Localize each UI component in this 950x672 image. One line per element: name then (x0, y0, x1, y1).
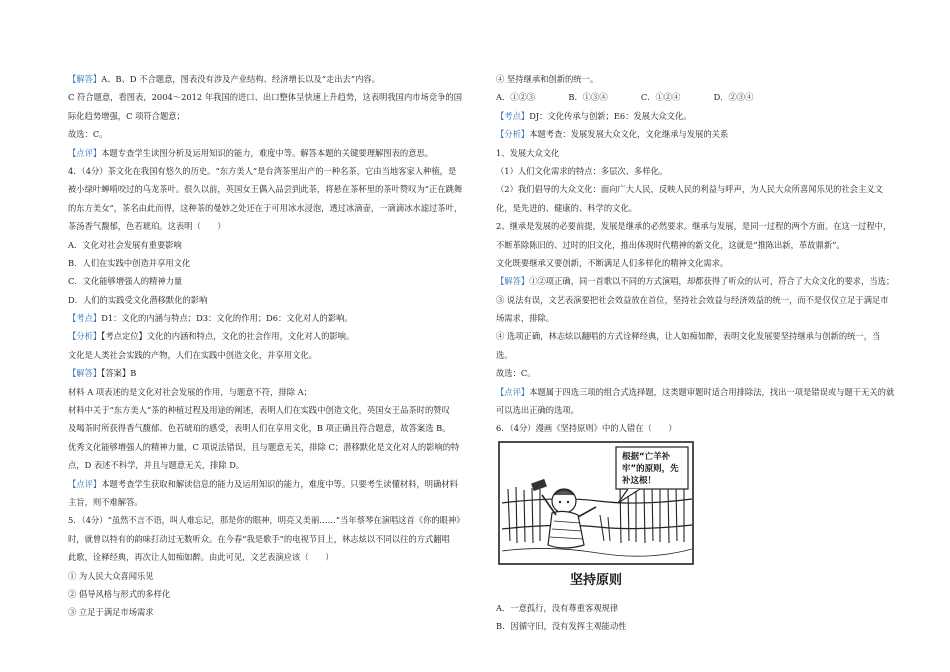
right-bottom-lines (496, 599, 900, 636)
text-line (496, 254, 900, 272)
line-text: 及喝茶时所获得香气馥郁、色若琥珀的感受，表明人们在享用文化，B 项正确且符合题意，故答案选 B。 (68, 423, 451, 434)
text-line (496, 107, 900, 125)
line-text: ④ 坚持继承和创新的统一。 (496, 74, 599, 84)
text-line (68, 162, 470, 180)
line-text: 被小绿叶蝉啃咬过的乌龙茶叶。很久以前，英国女王偶入品尝到此茶，将悬在茶杯里的茶叶赞叹为“正在跳舞 (68, 184, 463, 195)
left-column (68, 70, 470, 622)
line-text: 可以选出正确的选项。 (496, 405, 579, 416)
line-text: 化，是先进的、健康的、科学的文化。 (496, 202, 638, 213)
line-text: ① 为人民大众喜闻乐见 (68, 570, 154, 581)
line-text: 故选：C。 (68, 129, 108, 140)
line-text: 的东方美女”，茶名由此而得，这种茶的曼妙之处还在于可用冰水浸泡，透过冰滴壶，一滴滴冰水滤过茶叶， (68, 202, 463, 213)
text-line (496, 309, 900, 327)
text-line (68, 254, 470, 272)
text-line (68, 530, 470, 548)
section-tag: 【点评】 (68, 147, 102, 158)
section-tag: 【考点】 (496, 110, 530, 121)
line-text: 不断革除陈旧的、过时的旧文化，推出体现时代精神的新文化，这就是“推陈出新，革故鼎新”。 (496, 239, 845, 250)
line-text: 1、发展大众文化 (496, 147, 560, 158)
speech-line-3: 补这根！ (622, 475, 657, 486)
line-text: （1）人们文化需求的特点：多层次、多样化。 (496, 165, 668, 176)
line-text: ② 倡导风格与形式的多样化 (68, 588, 171, 599)
text-line (496, 383, 900, 401)
line-text: 优秀文化能够增强人的精神力量，C 项说法错误，且与题意无关，排除 C；潜移默化是文化对人的影响的特 (68, 441, 460, 452)
line-text: 场需求，排除。 (496, 313, 555, 324)
line-text: 故选：C。 (496, 368, 536, 379)
text-line (68, 567, 470, 585)
line-text: D．人们的实践受文化潜移默化的影响 (68, 294, 208, 305)
text-line (496, 401, 900, 419)
speech-line-1: 根据“亡羊补 (622, 451, 671, 462)
line-text: 本题专查学生读图分析及运用知识的能力，难度中等。解答本题的关键要理解图表的意思。 (101, 147, 434, 158)
text-line (68, 364, 470, 382)
line-text: C 符合题意，看图表，2004～2012 年我国的进口、出口整体呈快速上升趋势，这表明我国内市场竞争的国 (68, 92, 463, 103)
text-line (68, 585, 470, 603)
text-line (496, 217, 900, 235)
line-text: 材料 A 项表述的是文化对社会发展的作用，与题意不符，排除 A； (68, 386, 312, 397)
text-line (68, 511, 470, 529)
text-line (68, 475, 470, 493)
section-tag: 【解答】 (68, 368, 102, 379)
line-text: 茶汤香气馥郁，色若琥珀。这表明（ ） (68, 221, 226, 232)
line-text: 本题考查学生获取和解读信息的能力及运用知识的能力，难度中等。只要考生读懂材料，明确材料 (101, 478, 458, 489)
section-tag: 【考点】 (68, 313, 102, 324)
text-line (496, 162, 900, 180)
text-line (68, 346, 470, 364)
line-text: 时，就曾以特有的韵味打动过无数听众。在今春“我是歌手”的电视节目上，林志炫以不同以往的方式翻唱 (68, 533, 450, 544)
text-line (496, 272, 900, 290)
text-line (496, 346, 900, 364)
text-line (68, 419, 470, 437)
line-text: 文化是人类社会实践的产物，人们在实践中创造文化，并享用文化。 (68, 349, 317, 360)
line-text: 此歌，诠释经典，再次让人如痴如醉。由此可见，文艺表演应该（ ） (68, 552, 334, 563)
line-text: 4．（4分）茶文化在我国有悠久的历史。“东方美人”是台湾茶里出产的一种名茶，它由当地客家人种植，是 (68, 165, 457, 176)
line-text: 2、继承是发展的必要前提，发展是继承的必然要求。继承与发展，是同一过程的两个方面。在这一过程中， (496, 221, 892, 232)
text-line (496, 70, 900, 88)
line-text: 材料中关于“东方美人”茶的种植过程及用途的阐述，表明人们在实践中创造文化，英国女王品茶时的赞叹 (68, 405, 450, 416)
text-line (496, 88, 900, 106)
line-text: A．文化对社会发展有重要影响 (68, 239, 182, 250)
text-line (68, 125, 470, 143)
text-line (68, 456, 470, 474)
text-line (68, 309, 470, 327)
section-tag: 【点评】 (496, 386, 530, 397)
line-text: 6．（4分）漫画《坚持原则》中的人错在（ ） (496, 423, 677, 434)
text-line (68, 327, 470, 345)
line-text: 主旨，则不难解答。 (68, 496, 143, 507)
text-line (68, 88, 470, 106)
text-line (496, 199, 900, 217)
text-line (68, 236, 470, 254)
text-line (68, 272, 470, 290)
line-text: ③ 立足于满足市场需求 (68, 607, 154, 618)
line-text: 点，D 表述不科学，并且与题意无关，排除 D。 (68, 460, 245, 471)
line-text: A、B、D 不合题意，图表没有涉及产业结构、经济增长以及“走出去”内容。 (101, 74, 380, 84)
text-line (496, 617, 900, 635)
text-line (68, 401, 470, 419)
right-column (496, 70, 900, 636)
text-line (496, 419, 900, 437)
text-line (496, 599, 900, 617)
line-text: 【答案】B (101, 368, 137, 379)
line-text: B．因循守旧，没有发挥主观能动性 (496, 621, 627, 632)
line-text: 5．（4分）“虽然不言不语，叫人难忘记，那是你的眼神，明亮又美丽……”当年蔡琴在演唱这首《你的眼神》 (68, 515, 465, 526)
line-text: 【考点定位】文化的内涵和特点，文化的社会作用，文化对人的影响。 (101, 331, 355, 342)
cartoon-caption: 坚持原则 (569, 572, 623, 588)
text-line (68, 493, 470, 511)
line-text: 文化既要继承又要创新，不断满足人们多样化的精神文化需求。 (496, 257, 729, 268)
text-line (496, 364, 900, 382)
line-text: A．①②③ B．①③④ C．①②④ D．②③④ (496, 92, 754, 103)
text-line (496, 144, 900, 162)
section-tag: 【解答】 (496, 276, 530, 287)
line-text: 本题考查：发展发展大众文化，文化继承与发展的关系 (529, 129, 729, 140)
text-line (68, 180, 470, 198)
speech-line-2: 牢”的原则，先 (622, 463, 679, 474)
text-line (68, 199, 470, 217)
section-tag: 【分析】 (68, 331, 102, 342)
text-line (496, 125, 900, 143)
text-line (68, 70, 470, 88)
line-text: ①②项正确，同一首歌以不同的方式演唱，却都获得了听众的认可，符合了大众文化的要求，当选； (529, 276, 895, 287)
section-tag: 【解答】 (68, 74, 102, 84)
line-text: ③ 说法有误，文艺表演要把社会效益放在首位，坚持社会效益与经济效益的统一，而不是仅仅立足于满足市 (496, 294, 889, 305)
text-line (68, 383, 470, 401)
text-line (496, 291, 900, 309)
text-line (68, 144, 470, 162)
cartoon-drawing (498, 441, 694, 593)
text-line (496, 180, 900, 198)
line-text: A．一意孤行，没有尊重客观规律 (496, 602, 619, 613)
line-text: ④ 选项正确，林志炫以翻唱的方式诠释经典，让人如痴如醉，表明文化发展要坚持继承与创新的统一，当 (496, 331, 881, 342)
line-text: C．文化能够增强人的精神力量 (68, 276, 183, 287)
text-line (496, 327, 900, 345)
line-text: 选。 (496, 349, 513, 360)
text-line (68, 438, 470, 456)
line-text: 际化趋势增强，C 项符合题意； (68, 110, 185, 121)
line-text: D1：文化的内涵与特点；D3：文化的作用；D6：文化对人的影响。 (101, 313, 353, 324)
line-text: DJ：文化传承与创新；E6：发展大众文化。 (529, 110, 692, 121)
right-top-lines (496, 70, 900, 438)
cartoon-image (498, 441, 694, 593)
text-line (68, 603, 470, 621)
line-text: 本题属于四选三项的组合式选择题，这类题审题时适合用排除法，找出一项是错误或与题干无关的就 (529, 386, 895, 397)
line-text: B．人们在实践中创造并享用文化 (68, 257, 191, 268)
text-line (68, 291, 470, 309)
text-line (496, 236, 900, 254)
text-line (68, 217, 470, 235)
section-tag: 【分析】 (496, 129, 530, 140)
section-tag: 【点评】 (68, 478, 102, 489)
text-line (68, 107, 470, 125)
line-text: （2）我们倡导的大众文化：面向广大人民，反映人民的利益与呼声，为人民大众所喜闻乐见的社会主义文 (496, 184, 883, 195)
text-line (68, 548, 470, 566)
